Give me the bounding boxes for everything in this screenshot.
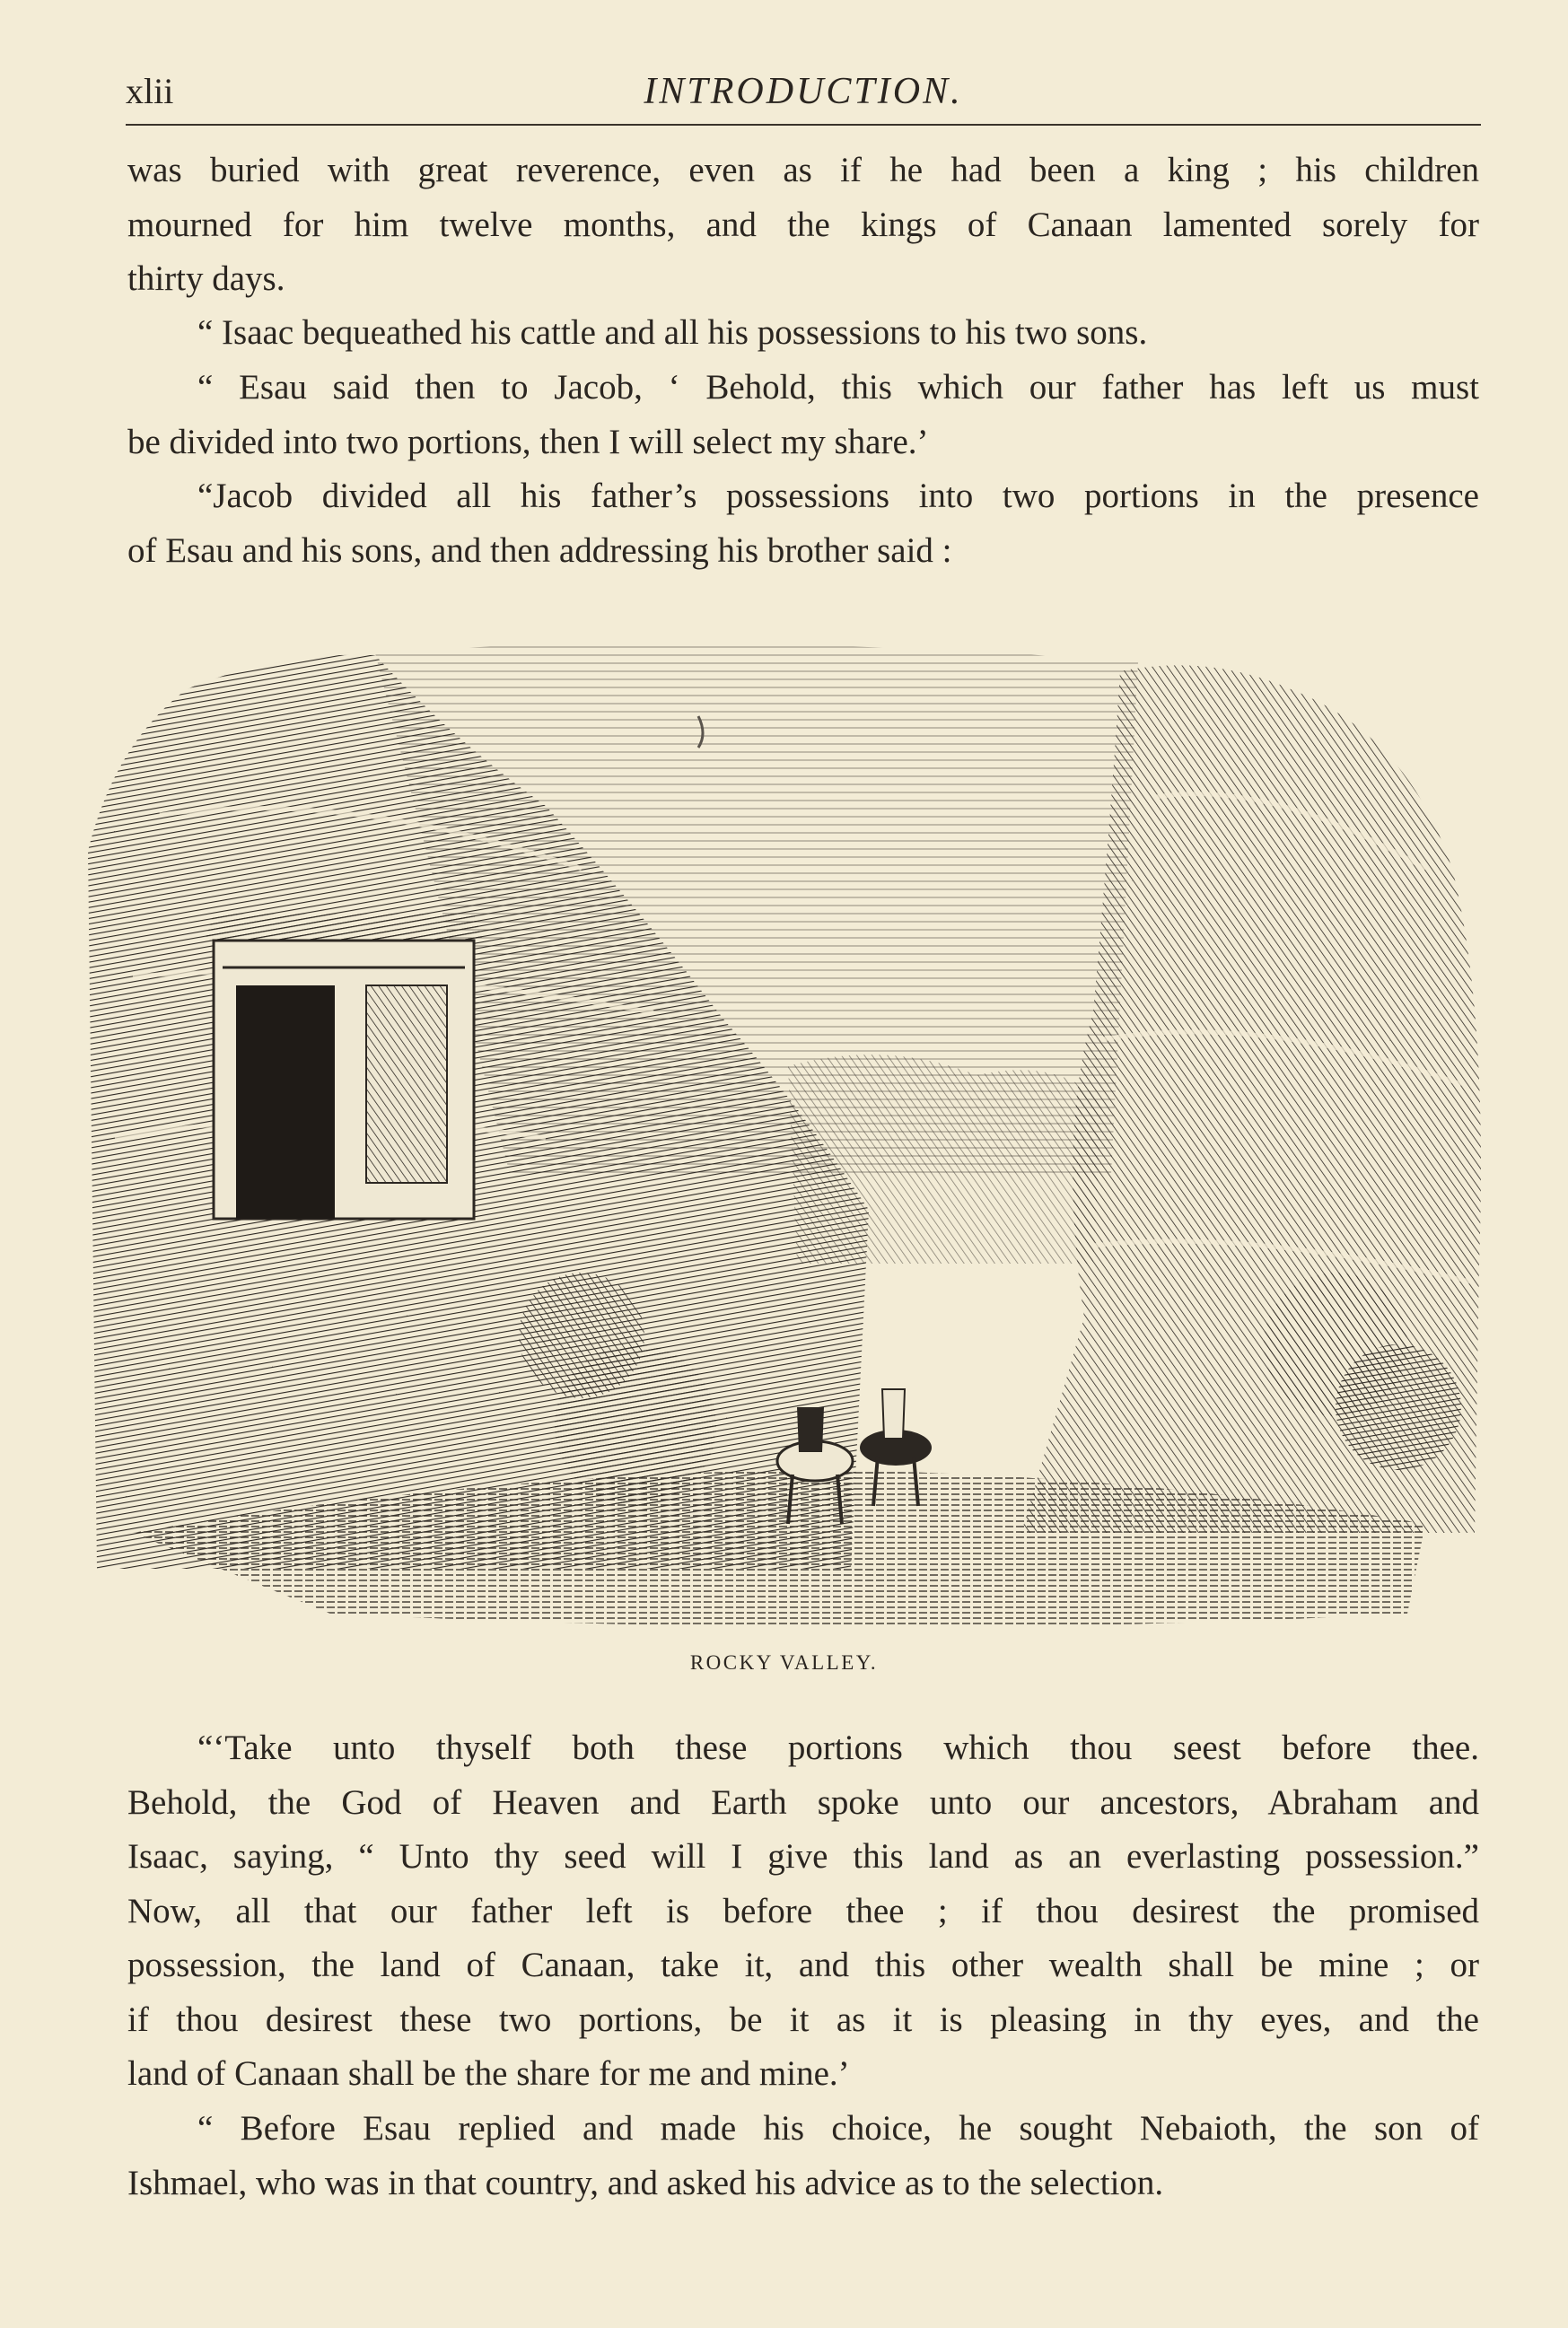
text-line: “ Before Esau replied and made his choice, he sought Nebaioth, the son of	[197, 2109, 1479, 2148]
text-line: Now, all that our father left is before thee ; if thou desirest the promised	[127, 1891, 1479, 1930]
text-line: thirty days.	[127, 259, 285, 298]
text-line: if thou desirest these two portions, be it as it is pleasing in thy eyes, and the	[127, 2000, 1479, 2039]
paragraph-before-esau	[127, 2102, 1479, 2210]
page-header	[126, 70, 1481, 124]
figure-caption: ROCKY VALLEY.	[689, 1651, 879, 1674]
text-line: be divided into two portions, then I will select my share.’	[127, 422, 929, 461]
text-line: Isaac, saying, “ Unto thy seed will I give this land as an everlasting possession.”	[127, 1837, 1479, 1876]
text-line: mourned for him twelve months, and the kings of Canaan lamented sorely for	[127, 205, 1479, 244]
text-line: possession, the land of Canaan, take it, and this other wealth shall be mine ; or	[127, 1946, 1479, 1984]
rocky-valley-engraving	[79, 635, 1497, 1650]
paragraph-burial	[127, 144, 1479, 307]
text-line: Ishmael, who was in that country, and asked his advice as to the selection.	[127, 2163, 1164, 2202]
paragraph-jacob	[127, 469, 1479, 578]
text-line: land of Canaan shall be the share for me and mine.’	[127, 2054, 850, 2093]
text-line: “ Esau said then to Jacob, ‘ Behold, this which our father has left us must	[197, 368, 1479, 407]
running-head: INTRODUCTION.	[644, 71, 963, 112]
rock-cut-tomb-facade	[205, 914, 483, 1219]
text-line: was buried with great reverence, even as if he had been a king ; his children	[127, 151, 1479, 189]
text-line: “Jacob divided all his father’s possessions into two portions in the presence	[197, 477, 1479, 515]
text-line: of Esau and his sons, and then addressing his brother said :	[127, 530, 952, 570]
page-number: xlii	[126, 71, 174, 111]
text-line: “‘Take unto thyself both these portions which thou seest before thee.	[197, 1728, 1479, 1767]
paragraph-take	[127, 1721, 1479, 2102]
paragraph-esau	[127, 361, 1479, 469]
distant-hills	[788, 1055, 1102, 1264]
text-line: “ Isaac bequeathed his cattle and all his possessions to his two sons.	[197, 313, 1148, 352]
header-rule	[126, 124, 1481, 126]
text-line: Behold, the God of Heaven and Earth spoke unto our ancestors, Abraham and	[127, 1782, 1479, 1822]
paragraph-isaac	[127, 306, 1479, 361]
